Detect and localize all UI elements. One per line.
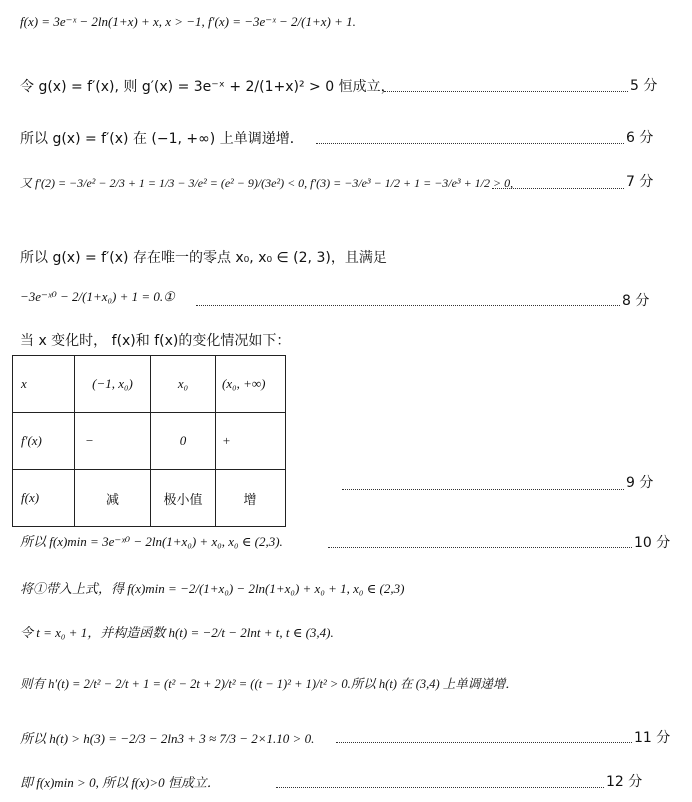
table-row xyxy=(13,356,286,413)
table-row xyxy=(13,413,286,470)
score-12: 12 分 xyxy=(606,774,643,790)
table-cell: (−1, x₀) xyxy=(75,356,151,413)
solution-line-11: 则有 h′(t) = 2/t² − 2/t + 1 = (t² − 2t + 2)/t² = ((t − 1)² + 1)/t² > 0.所以 h(t) 在 (3,4) 上单调递增． xyxy=(20,677,518,691)
table-cell: 增 xyxy=(216,470,286,527)
score-5: 5 分 xyxy=(630,78,658,94)
score-7: 7 分 xyxy=(626,174,654,190)
leader-dots xyxy=(492,188,624,189)
table-cell: x xyxy=(13,356,75,413)
solution-line-6: −3e⁻ˣ⁰ − 2/(1+x₀) + 1 = 0.① xyxy=(20,289,175,304)
table-cell: (x₀, +∞) xyxy=(216,356,286,413)
leader-dots xyxy=(196,305,620,306)
table-cell: f′(x) xyxy=(13,413,75,470)
solution-line-1: f(x) = 3e⁻ˣ − 2ln(1+x) + x, x > −1, f′(x) = −3e⁻ˣ − 2/(1+x) + 1. xyxy=(20,14,356,29)
table-row xyxy=(13,470,286,527)
solution-line-7: 当 x 变化时， f(x)和 f(x)的变化情况如下： xyxy=(20,333,291,349)
leader-dots xyxy=(276,787,604,788)
solution-line-8: 所以 f(x)min = 3e⁻ˣ⁰ − 2ln(1+x₀) + x₀, x₀ ∈ (2,3). xyxy=(20,534,283,549)
leader-dots xyxy=(384,91,628,92)
solution-line-10: 令 t = x₀ + 1，并构造函数 h(t) = −2/t − 2lnt + t, t ∈ (3,4). xyxy=(20,625,334,640)
leader-dots xyxy=(328,547,632,548)
score-9: 9 分 xyxy=(626,475,654,491)
score-11: 11 分 xyxy=(634,730,671,746)
variation-table xyxy=(12,355,286,527)
solution-line-4: 又 f′(2) = −3/e² − 2/3 + 1 = 1/3 − 3/e² = (e² − 9)/(3e²) < 0, f′(3) = −3/e³ − 1/2 + 1 = −3/e³ + 1/2 > 0, xyxy=(20,176,514,190)
solution-line-3: 所以 g(x) = f′(x) 在 (−1, +∞) 上单调递增． xyxy=(20,131,304,147)
score-8: 8 分 xyxy=(622,293,650,309)
solution-line-12: 所以 h(t) > h(3) = −2/3 − 2ln3 + 3 ≈ 7/3 − 2×1.10 > 0. xyxy=(20,731,315,746)
leader-dots xyxy=(316,143,624,144)
table-cell: f(x) xyxy=(13,470,75,527)
table-cell: 0 xyxy=(151,413,216,470)
score-10: 10 分 xyxy=(634,535,671,551)
table-cell: + xyxy=(216,413,286,470)
solution-line-9: 将①带入上式，得 f(x)min = −2/(1+x₀) − 2ln(1+x₀) + x₀ + 1, x₀ ∈ (2,3) xyxy=(20,581,405,596)
score-6: 6 分 xyxy=(626,130,654,146)
table-cell: x₀ xyxy=(151,356,216,413)
table-cell: 极小值 xyxy=(151,470,216,527)
leader-dots xyxy=(342,489,624,490)
solution-line-5: 所以 g(x) = f′(x) 存在唯一的零点 x₀, x₀ ∈ (2, 3)，且满足 xyxy=(20,250,387,266)
solution-line-2: 令 g(x) = f′(x), 则 g′(x) = 3e⁻ˣ + 2/(1+x)² > 0 恒成立， xyxy=(20,79,395,95)
table-cell: 减 xyxy=(75,470,151,527)
leader-dots xyxy=(336,742,632,743)
solution-line-13: 即 f(x)min > 0, 所以 f(x)>0 恒成立． xyxy=(20,775,220,790)
table-cell: − xyxy=(75,413,151,470)
